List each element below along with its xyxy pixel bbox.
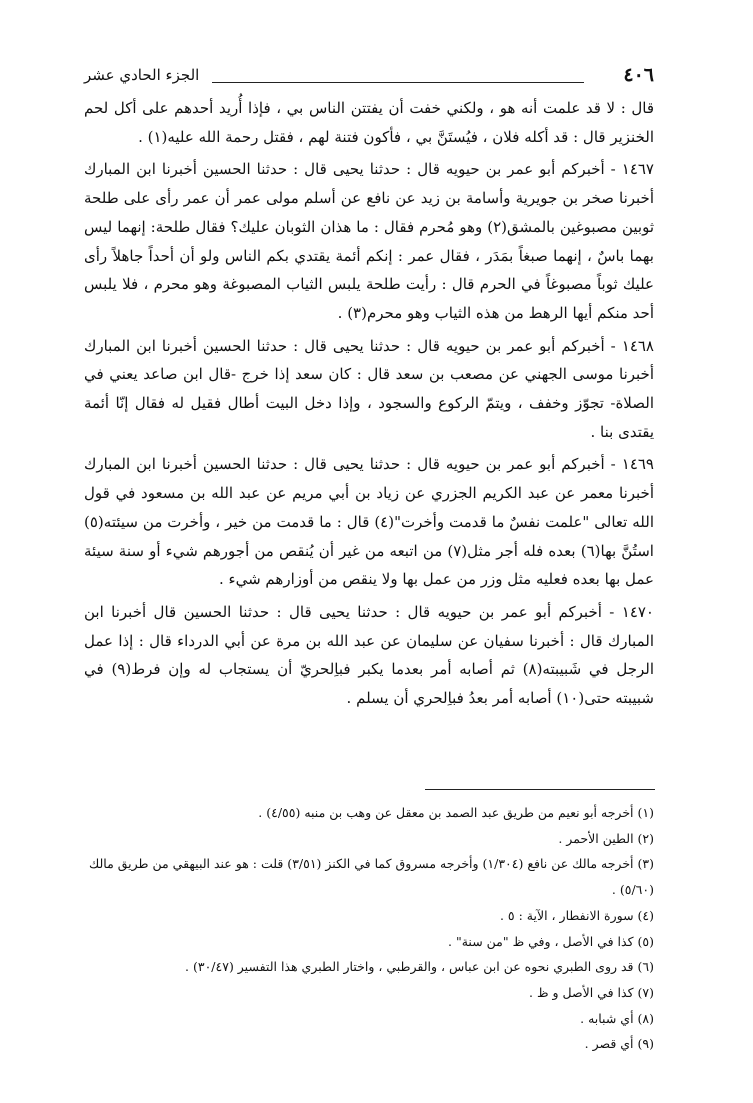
- main-text: [84, 94, 654, 717]
- hadith-1467: ١٤٦٧ - أخبركم أبو عمر بن حيويه قال : حدثنا يحيى قال : حدثنا الحسين أخبرنا ابن المبارك أخبرنا صخر بن جويرية وأسامة بن زيد عن نافع عن أسلم مولى عمر أن عمر رأى على طلحة ثوبين مصبوغين بالمشق(٢) وهو مُحرم فقال : ما هذان الثوبان عليك؟ فقال طلحة: إنهما ليس بهما باسٌ ، إنهما صبغاً بمَدَر ، فقال عمر : إنكم أئمة يقتدي بكم الناس ولو أن أحداً جاهلاً رأى عليك ثوباً مصبوغاً في الحرم قال : رأيت طلحة يلبس الثياب المصبوغة وهو محرم ، فلا يلبس أحد منكم أيها الرهط من هذه الثياب وهو محرم(٣) .: [84, 160, 654, 322]
- footnote-9: (٩) أي قصر .: [584, 1036, 654, 1052]
- running-title: الجزء الحادي عشر: [84, 66, 200, 84]
- footnote-3: (٣) أخرجه مالك عن نافع (١/٣٠٤) وأخرجه مسروق كما في الكنز (٣/٥١) قلت : هو عند البيهقي من طريق مالك (٥/٦٠) .: [88, 856, 654, 898]
- paragraph: قال : لا قد علمت أنه هو ، ولكني خفت أن يفتتن الناس بي ، فإذا أُريد أحدهم على أكل لحم الخنزير قال : قد أكله فلان ، فيُستَنَّ بي ، فأكون فتنة لهم ، فقتل رحمة الله عليه(١) .: [84, 99, 654, 146]
- hadith-1468: ١٤٦٨ - أخبركم أبو عمر بن حيويه قال : حدثنا يحيى قال : حدثنا الحسين أخبرنا ابن المبارك أخبرنا موسى الجهني عن مصعب بن سعد قال : كان سعد إذا خرج -قال ابن صاعد يعني في الصلاة- تجوّز وخفف ، ويتمّ الركوع والسجود ، وإذا دخل البيت أطال فقيل له فقال إنّا أئمة يقتدى بنا .: [84, 336, 654, 441]
- footnote-5: (٥) كذا في الأصل ، وفي ظ "من سنة" .: [448, 933, 654, 949]
- header-rule: [212, 82, 584, 83]
- footnote-2: (٢) الطين الأحمر .: [558, 830, 654, 846]
- hadith-1469: ١٤٦٩ - أخبركم أبو عمر بن حيويه قال : حدثنا يحيى قال : حدثنا الحسين أخبرنا ابن المبارك أخبرنا معمر عن عبد الكريم الجزري عن زياد بن أبي مريم عن عبد الله بن مسعود في قول الله تعالى "علمت نفسٌ ما قدمت وأخرت"(٤) قال : ما قدمت من خير ، وأخرت من سيئته(٥) استُنَّ بها(٦) بعده فله أجر مثل(٧) من اتبعه من غير أن يُنقص من أجورهم شيء أو سنة سيئة عمل بها بعده فعليه مثل وزر من عمل بها ولا ينقص من أوزارهم شيء .: [84, 455, 654, 589]
- footnote-7: (٧) كذا في الأصل و ظ .: [529, 984, 654, 1000]
- page-header: [84, 64, 654, 94]
- footnote-4: (٤) سورة الانفطار ، الآية : ٥ .: [499, 907, 654, 923]
- footnote-8: (٨) أي شبابه .: [580, 1010, 654, 1026]
- footnote-separator: [425, 789, 655, 790]
- page-number: ٤٠٦: [623, 64, 654, 86]
- footnote-1: (١) أخرجه أبو نعيم من طريق عبد الصمد بن معقل عن وهب بن منبه (٤/٥٥) .: [258, 805, 654, 820]
- hadith-1470: ١٤٧٠ - أخبركم أبو عمر بن حيويه قال : حدثنا يحيى قال : حدثنا الحسين قال أخبرنا ابن المبارك قال : أخبرنا سفيان عن سليمان عن عبد الله بن مرة عن أبي الدرداء قال : إذا عمل الرجل في شَبيبته(٨) ثم أصابه أمر بعدما يكبر فباِلحريّ أن يستجاب له وإن فرط(٩) في شبيبته حتى(١٠) أصابه أمر بعدُ فباِلحري أن يسلم .: [84, 602, 654, 708]
- footnote-6: (٦) قد روى الطبري نحوه عن ابن عباس ، والقرطبي ، واختار الطبري هذا التفسير (٣٠/٤٧) .: [185, 959, 654, 975]
- footnotes: [84, 800, 654, 1057]
